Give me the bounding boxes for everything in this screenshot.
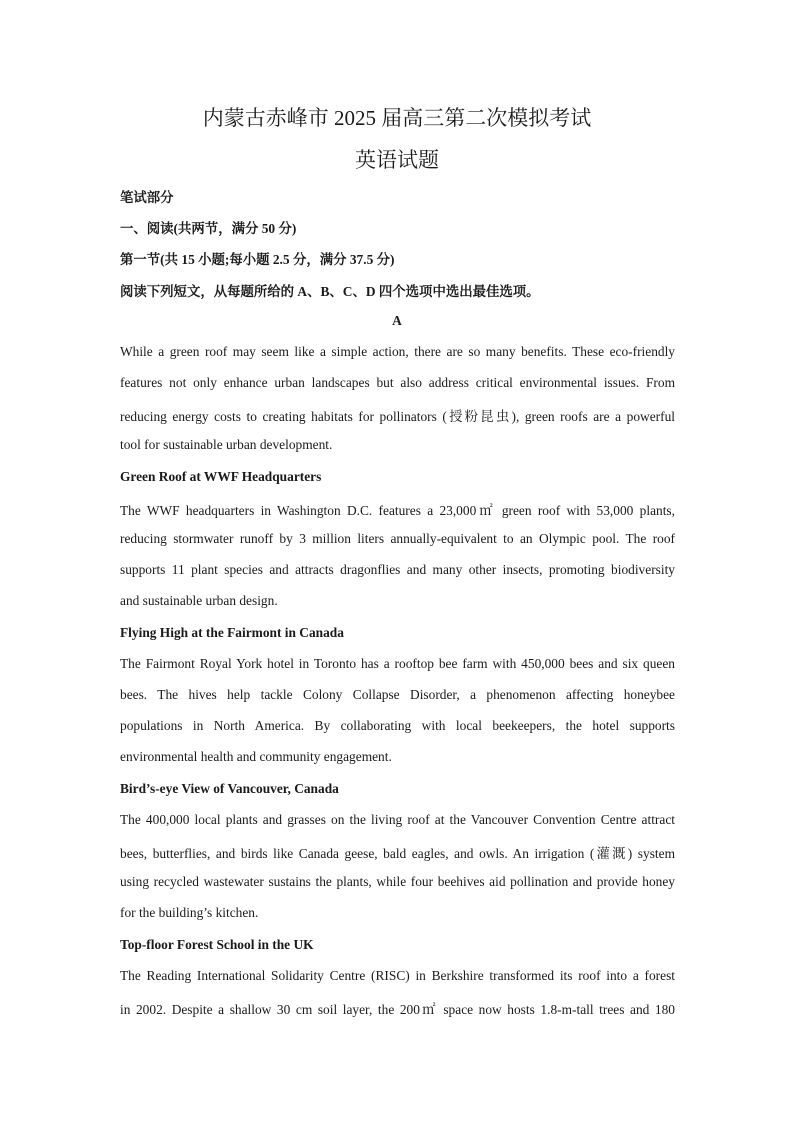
paragraph-line: in 2002. Despite a shallow 30 cm soil layer, the 200㎡ space now hosts 1.8-m-tall trees and 180: [120, 1002, 675, 1017]
part-heading: 一、阅读(共两节，满分 50 分): [120, 221, 297, 236]
section-heading: Top-floor Forest School in the UK: [120, 937, 314, 952]
paragraph-line: reducing stormwater runoff by 3 million liters annually-equivalent to an Olympic pool. The roof: [120, 531, 675, 546]
paragraph-line: The 400,000 local plants and grasses on the living roof at the Vancouver Convention Centre attract: [120, 812, 675, 827]
paragraph-line: The Fairmont Royal York hotel in Toronto has a rooftop bee farm with 450,000 bees and six queen: [120, 656, 675, 671]
exam-subtitle: 英语试题: [355, 148, 439, 172]
paragraph-line: and sustainable urban design.: [120, 593, 278, 608]
intro-line: reducing energy costs to creating habitats for pollinators (授粉昆虫), green roofs are a powerful: [120, 409, 675, 424]
paragraph-line: using recycled wastewater sustains the plants, while four beehives aid pollination and provide honey: [120, 874, 675, 889]
section-label: 笔试部分: [120, 190, 174, 205]
directions: 阅读下列短文，从每题所给的 A、B、C、D 四个选项中选出最佳选项。: [120, 284, 540, 299]
section-heading: Flying High at the Fairmont in Canada: [120, 625, 344, 640]
intro-line: tool for sustainable urban development.: [120, 437, 333, 452]
exam-title: 内蒙古赤峰市 2025 届高三第二次模拟考试: [202, 106, 592, 130]
paragraph-line: bees. The hives help tackle Colony Collapse Disorder, a phenomenon affecting honeybee: [120, 687, 675, 702]
paragraph-line: bees, butterflies, and birds like Canada geese, bald eagles, and owls. An irrigation (灌溉) system: [120, 846, 675, 861]
paragraph-line: The Reading International Solidarity Centre (RISC) in Berkshire transformed its roof into a forest: [120, 968, 675, 983]
intro-line: While a green roof may seem like a simple action, there are so many benefits. These eco-friendly: [120, 344, 675, 359]
section-heading: Green Roof at WWF Headquarters: [120, 469, 322, 484]
subpart-heading: 第一节(共 15 小题;每小题 2.5 分，满分 37.5 分): [120, 252, 395, 267]
section-heading: Bird’s-eye View of Vancouver, Canada: [120, 781, 339, 796]
paragraph-line: populations in North America. By collaborating with local beekeepers, the hotel supports: [120, 718, 675, 733]
passage-label: A: [392, 313, 402, 328]
paragraph-line: supports 11 plant species and attracts dragonflies and many other insects, promoting biodiversity: [120, 562, 675, 577]
paragraph-line: for the building’s kitchen.: [120, 905, 259, 920]
paragraph-line: environmental health and community engagement.: [120, 749, 392, 764]
intro-line: features not only enhance urban landscapes but also address critical environmental issues. From: [120, 375, 675, 390]
paragraph-line: The WWF headquarters in Washington D.C. features a 23,000㎡ green roof with 53,000 plants,: [120, 503, 675, 518]
